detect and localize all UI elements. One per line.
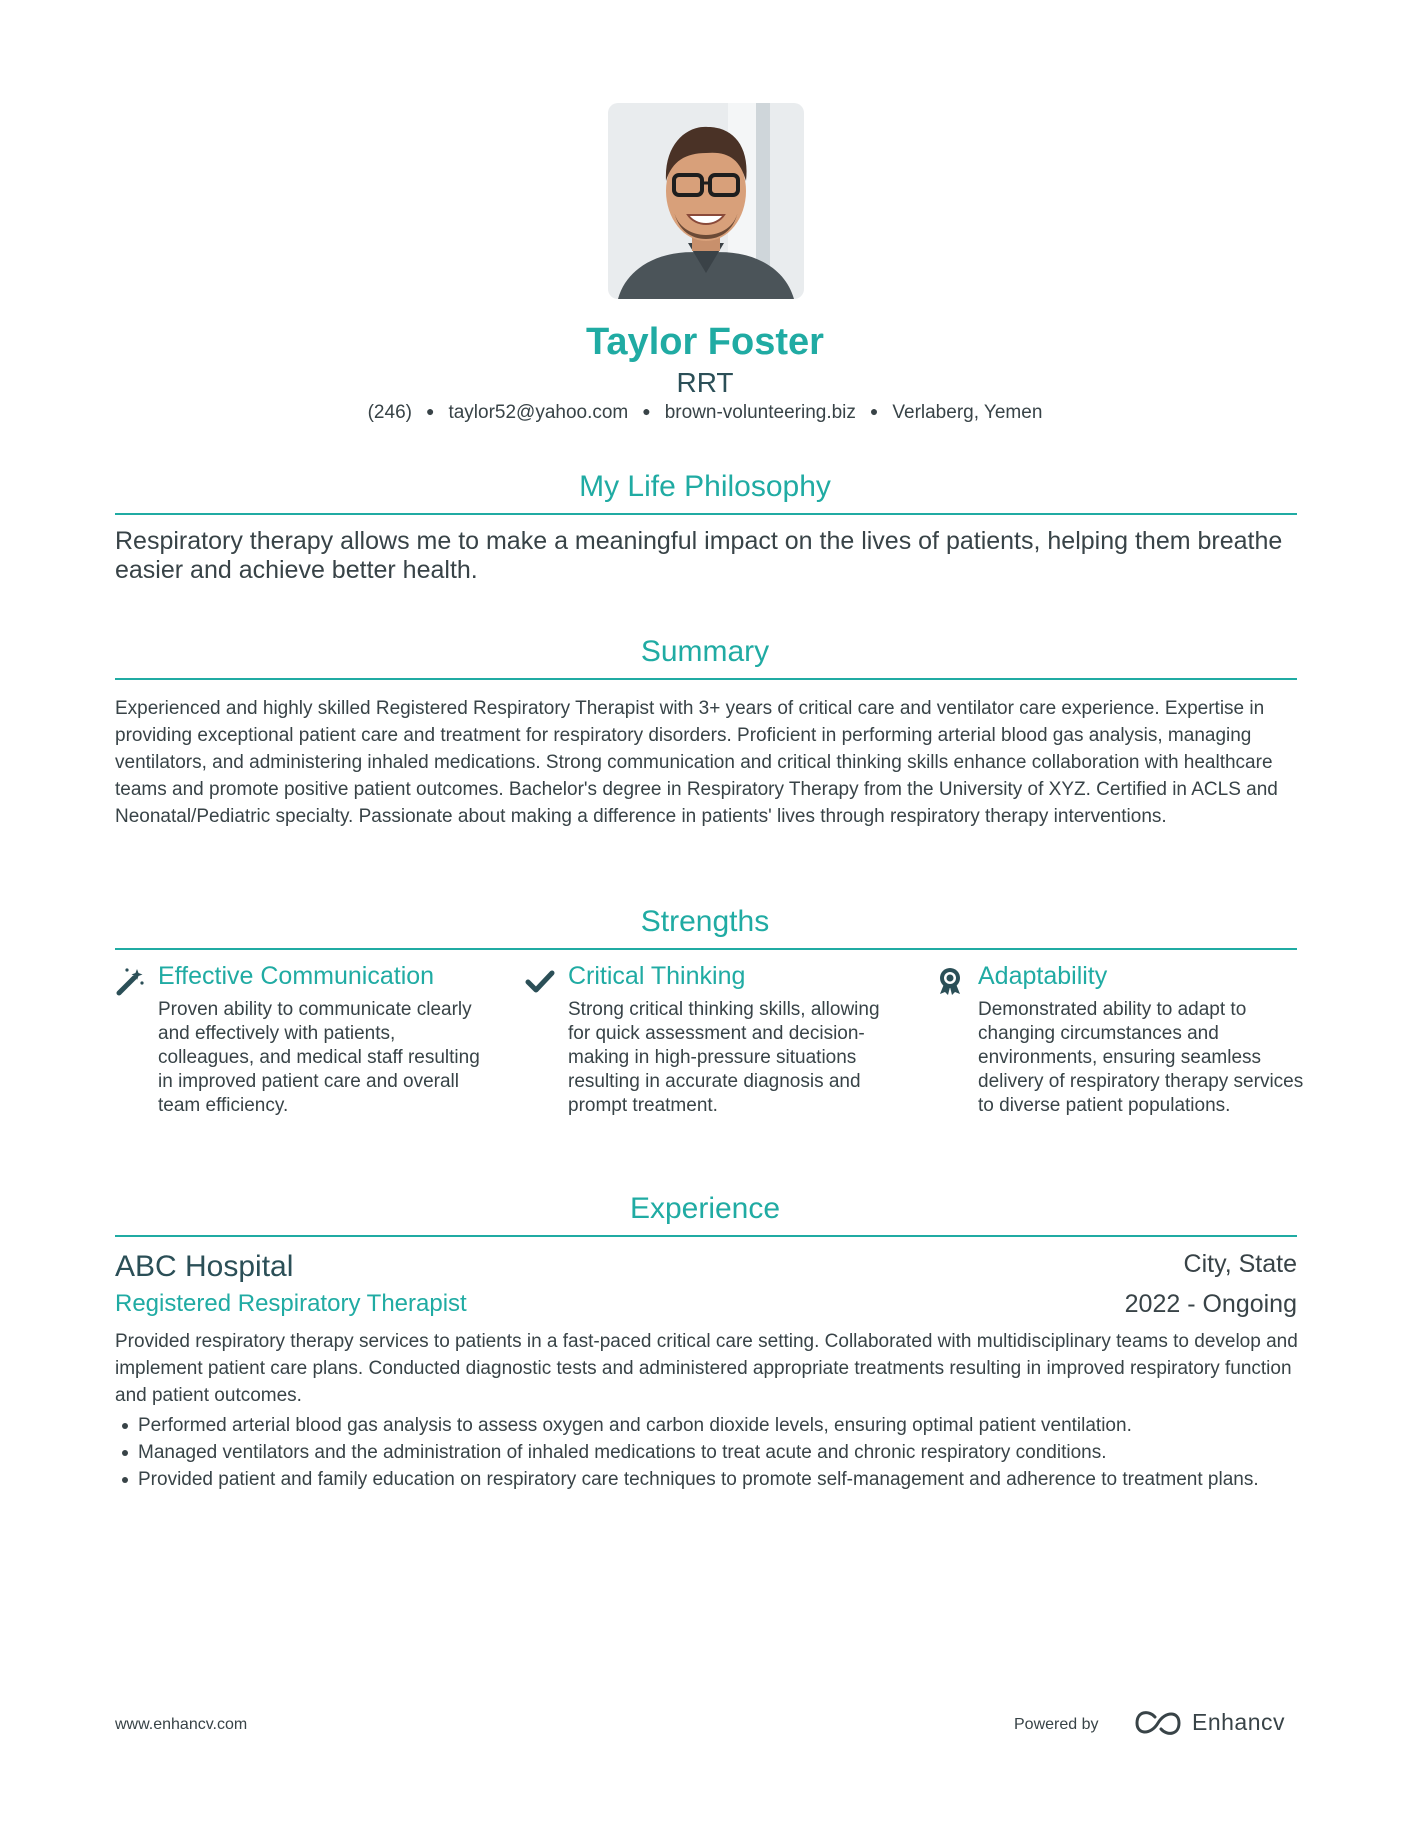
candidate-name: Taylor Foster bbox=[586, 321, 824, 363]
job-bullet-list bbox=[115, 1412, 1300, 1493]
strengths-heading: Strengths bbox=[640, 905, 770, 938]
strength-description: Demonstrated ability to adapt to changing circumstances and environments, ensuring seamless delivery of respiratory therapy services to diverse patient populations. bbox=[978, 999, 1304, 1116]
contact-email[interactable]: taylor52@yahoo.com bbox=[448, 402, 629, 423]
philosophy-text: Respiratory therapy allows me to make a meaningful impact on the lives of patients, helping them breathe easier and achieve better health. bbox=[115, 527, 1283, 584]
separator-dot: ● bbox=[869, 403, 879, 419]
list-item: Provided patient and family education on respiratory care techniques to promote self-management and adherence to treatment plans. bbox=[115, 1466, 1300, 1493]
philosophy-heading: My Life Philosophy bbox=[579, 470, 831, 503]
list-item: Performed arterial blood gas analysis to assess oxygen and carbon dioxide levels, ensuring optimal patient ventilation. bbox=[115, 1412, 1300, 1439]
company-name: ABC Hospital bbox=[115, 1250, 294, 1283]
separator-dot: ● bbox=[425, 403, 435, 419]
job-role: Registered Respiratory Therapist bbox=[115, 1290, 467, 1317]
contact-line bbox=[0, 402, 1410, 424]
contact-phone: (246) bbox=[367, 402, 412, 423]
strength-description: Proven ability to communicate clearly and effectively with patients, colleagues, and medical staff resulting in improved patient care and overall team efficiency. bbox=[158, 999, 480, 1116]
strength-description: Strong critical thinking skills, allowing for quick assessment and decision-making in high-pressure situations resulting in accurate diagnosis and prompt treatment. bbox=[568, 999, 880, 1116]
job-location: City, State bbox=[1183, 1250, 1297, 1278]
experience-heading: Experience bbox=[629, 1192, 781, 1225]
list-item: Managed ventilators and the administration of inhaled medications to treat acute and chronic respiratory conditions. bbox=[115, 1439, 1300, 1466]
footer-url[interactable]: www.enhancv.com bbox=[115, 1716, 248, 1733]
section-divider bbox=[115, 678, 1297, 680]
summary-text: Experienced and highly skilled Registered Respiratory Therapist with 3+ years of critical care and ventilator care experience. Expertise in providing exceptional patient care and treatment for respiratory disorders. Proficient in performing arterial blood gas analysis, managing ventilators, and administering inhaled medications. Strong communication and critical thinking skills enhance collaboration with healthcare teams and promote positive patient outcomes. Bachelor's degree in Respiratory Therapy from the University of XYZ. Certified in ACLS and Neonatal/Pediatric specialty. Passionate about making a difference in patients' lives through respiratory therapy interventions. bbox=[115, 698, 1278, 827]
section-divider bbox=[115, 948, 1297, 950]
job-dates: 2022 - Ongoing bbox=[1124, 1290, 1297, 1318]
job-description: Provided respiratory therapy services to patients in a fast-paced critical care setting. Collaborated with multidisciplinary teams to develop and implement patient care plans. Conducted diagnostic tests and administered appropriate treatments resulting in improved respiratory function and patient outcomes. bbox=[115, 1331, 1298, 1406]
strength-title: Critical Thinking bbox=[568, 962, 746, 990]
award-ribbon-icon bbox=[935, 966, 965, 996]
enhancv-logo-icon bbox=[1133, 1707, 1183, 1739]
checkmark-icon bbox=[525, 966, 555, 996]
section-divider bbox=[115, 1235, 1297, 1237]
summary-heading: Summary bbox=[640, 635, 770, 668]
strength-title: Adaptability bbox=[978, 962, 1108, 990]
strength-title: Effective Communication bbox=[158, 962, 435, 990]
powered-by-label: Powered by bbox=[1014, 1716, 1099, 1733]
profile-photo bbox=[608, 103, 804, 299]
contact-location: Verlaberg, Yemen bbox=[892, 402, 1043, 423]
enhancv-brand-name: Enhancv bbox=[1192, 1709, 1286, 1735]
contact-website[interactable]: brown-volunteering.biz bbox=[664, 402, 856, 423]
candidate-title: RRT bbox=[676, 367, 734, 398]
magic-wand-icon bbox=[115, 966, 145, 996]
separator-dot: ● bbox=[642, 403, 651, 419]
section-divider bbox=[115, 513, 1297, 515]
